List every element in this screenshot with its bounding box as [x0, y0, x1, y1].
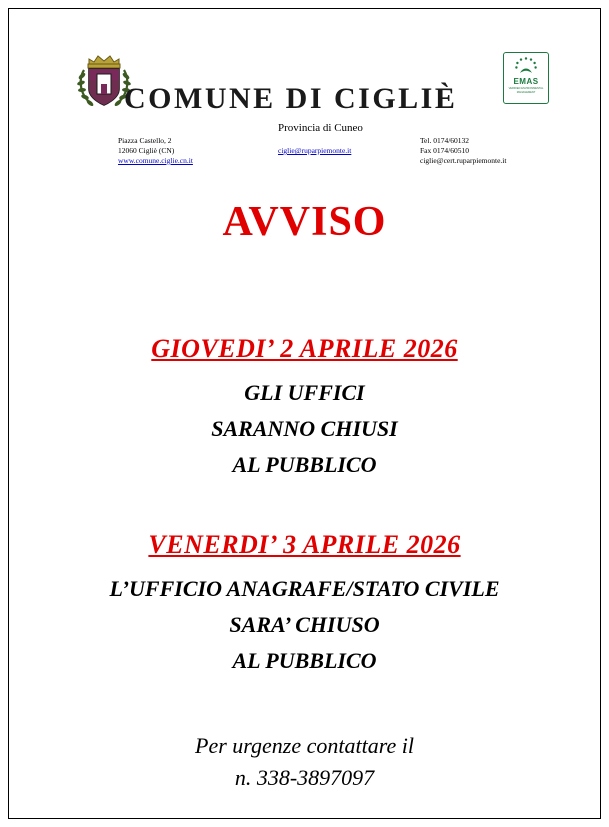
address-line-2: 12060 Cigliè (CN): [118, 146, 175, 155]
fax-label: Fax 0174/60510: [420, 146, 469, 155]
contact-line-2: n. 338-3897097: [234, 765, 375, 790]
emas-stars-icon: [512, 56, 540, 76]
website-link[interactable]: www.comune.ciglie.cn.it: [118, 156, 193, 165]
notice-body-1-line-3: AL PUBBLICO: [232, 452, 377, 477]
notice-date-2: VENERDI’ 3 APRILE 2026: [148, 530, 461, 559]
notice-heading: AVVISO: [222, 199, 387, 245]
page-title: COMUNE DI CIGLIÈ: [124, 82, 458, 115]
notice-date-1: GIOVEDI’ 2 APRILE 2026: [151, 334, 458, 363]
notice-body-2-line-1: L’UFFICIO ANAGRAFE/STATO CIVILE: [109, 576, 500, 601]
notice-body-1-line-1: GLI UFFICI: [244, 380, 365, 405]
emas-logo: [503, 52, 549, 104]
address-block: [118, 136, 193, 166]
notice-contact-block: [46, 730, 563, 794]
email-block: [278, 146, 351, 156]
notice-block-1: [46, 334, 563, 480]
emas-subtitle: VERIFIED ENVIRONMENTAL MANAGEMENT: [508, 87, 544, 94]
notice-body-2-line-2: SARA’ CHIUSO: [229, 612, 380, 637]
email-link[interactable]: ciglie@ruparpiemonte.it: [278, 146, 352, 155]
contact-block: [420, 136, 506, 166]
telephone-label: Tel. 0174/60132: [420, 136, 470, 145]
contact-line-1: Per urgenze contattare il: [195, 733, 414, 758]
provincia-label: Provincia di Cuneo: [278, 122, 363, 134]
notice-body-1-line-2: SARANNO CHIUSI: [211, 416, 398, 441]
emas-name: EMAS: [513, 77, 539, 86]
notice-body-2-line-3: AL PUBBLICO: [232, 648, 377, 673]
notice-block-2: [46, 530, 563, 676]
address-line-1: Piazza Castello, 2: [118, 136, 172, 145]
pec-label: ciglie@cert.ruparpiemonte.it: [420, 156, 507, 165]
document-header: [46, 44, 563, 165]
